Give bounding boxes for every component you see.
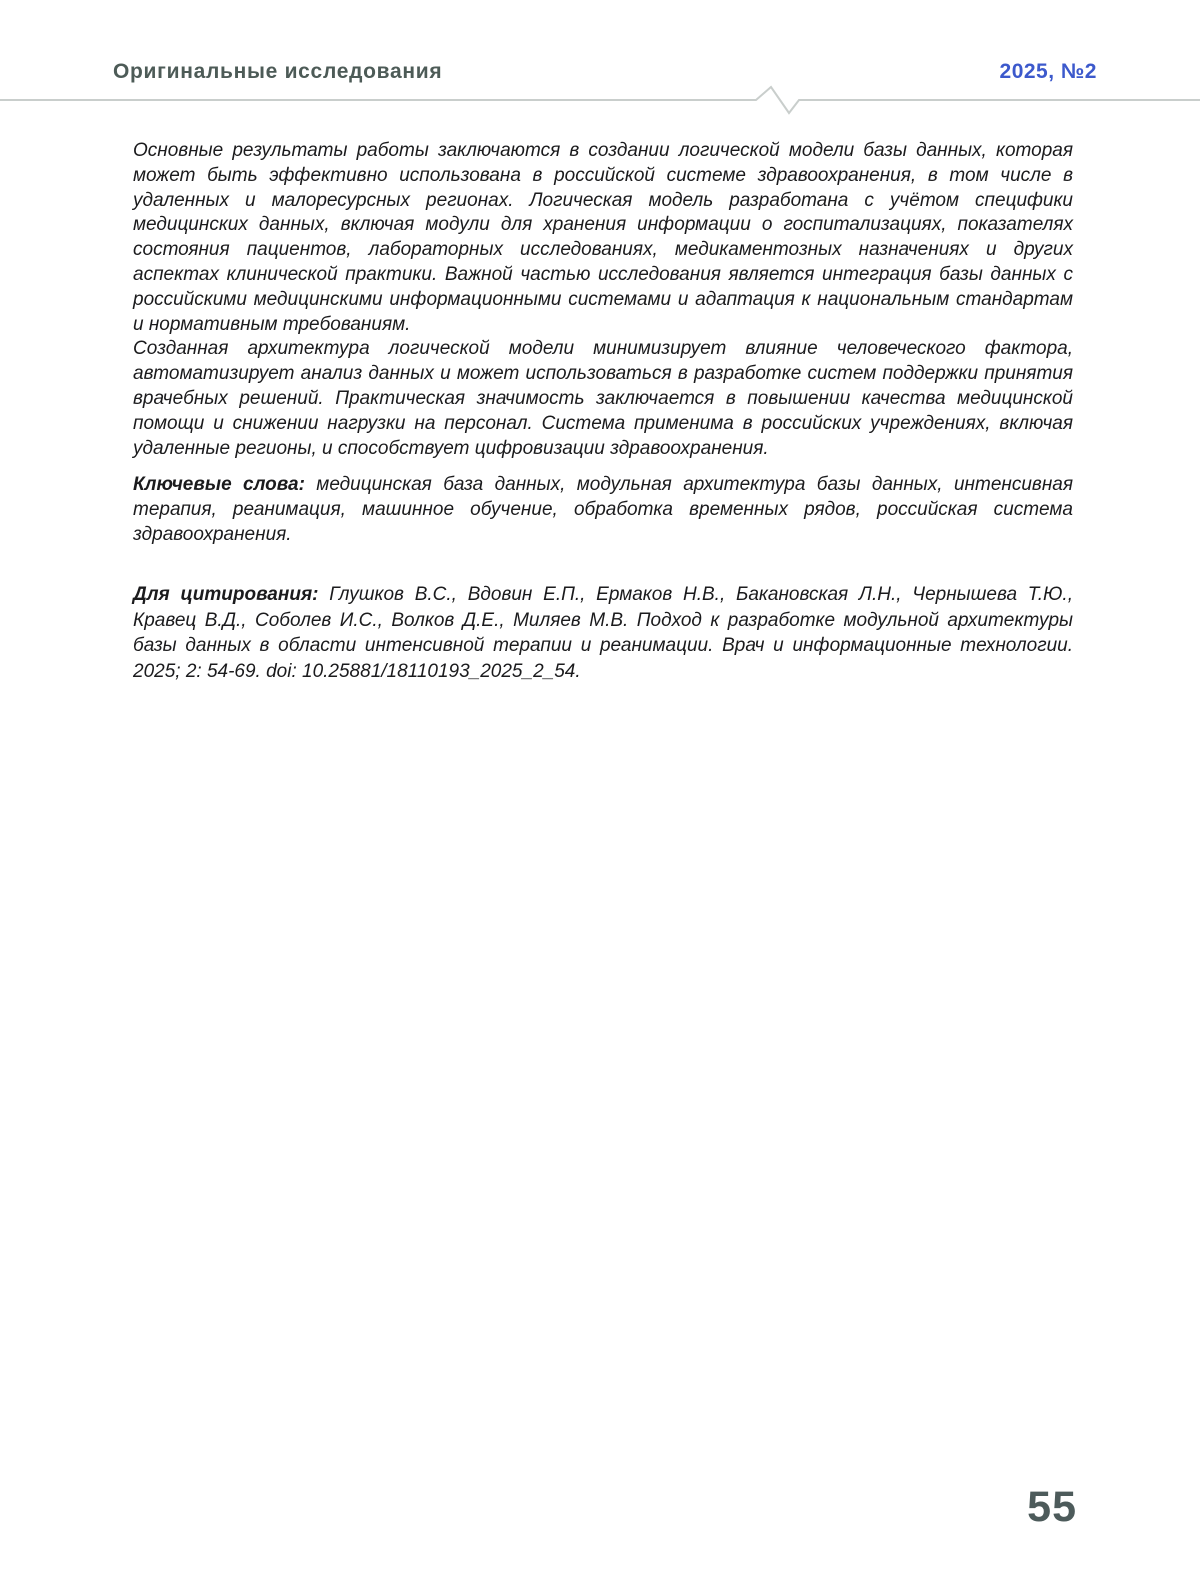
abstract-body (133, 139, 1073, 461)
page-number: 55 (1027, 1483, 1077, 1531)
citation-text: Глушков В.С., Вдовин Е.П., Ермаков Н.В., Бакановская Л.Н., Чернышева Т.Ю., Кравец В.Д., Соболев И.С., Волков Д.Е., Миляев М.В. Подход к разработке модульной архитектуры базы данных в области интенсивной терапии и реанимации. Врач и информационные технологии. 2025; 2: 54-69. doi: 10.25881/18110193_2025_2_54. (133, 584, 1073, 682)
abstract-paragraph-1: Основные результаты работы заключаются в создании логической модели базы данных, которая может быть эффективно использована в российской системе здравоохранения, в том числе в удаленных и малоресурсных регионах. Логическая модель разработана с учётом специфики медицинских данных, включая модули для хранения информации о госпитализациях, показателях состояния пациентов, лабораторных исследованиях, медикаментозных назначениях и других аспектах клинической практики. Важной частью исследования является интеграция базы данных с российскими медицинскими информационными системами и адаптация к национальным стандартам и нормативным требованиям. (133, 140, 1073, 335)
header-rule-pulse-line (0, 84, 1200, 116)
citation-block (133, 582, 1073, 684)
keywords-text: медицинская база данных, модульная архитектура базы данных, интенсивная терапия, реанимация, машинное обучение, обработка временных рядов, российская система здравоохранения. (133, 474, 1073, 545)
issue-label: 2025, №2 (999, 60, 1097, 83)
keywords-block (133, 472, 1073, 547)
pulse-line-path (0, 87, 1200, 113)
section-title: Оригинальные исследования (113, 60, 443, 83)
keywords-label: Ключевые слова: (133, 474, 305, 495)
page-header (113, 60, 1097, 84)
abstract-paragraph-2: Созданная архитектура логической модели минимизирует влияние человеческого фактора, автоматизирует анализ данных и может использоваться в разработке систем поддержки принятия врачебных решений. Практическая значимость заключается в повышении качества медицинской помощи и снижении нагрузки на персонал. Система применима в российских учреждениях, включая удаленные регионы, и способствует цифровизации здравоохранения. (133, 338, 1073, 459)
citation-label: Для цитирования: (133, 584, 319, 605)
